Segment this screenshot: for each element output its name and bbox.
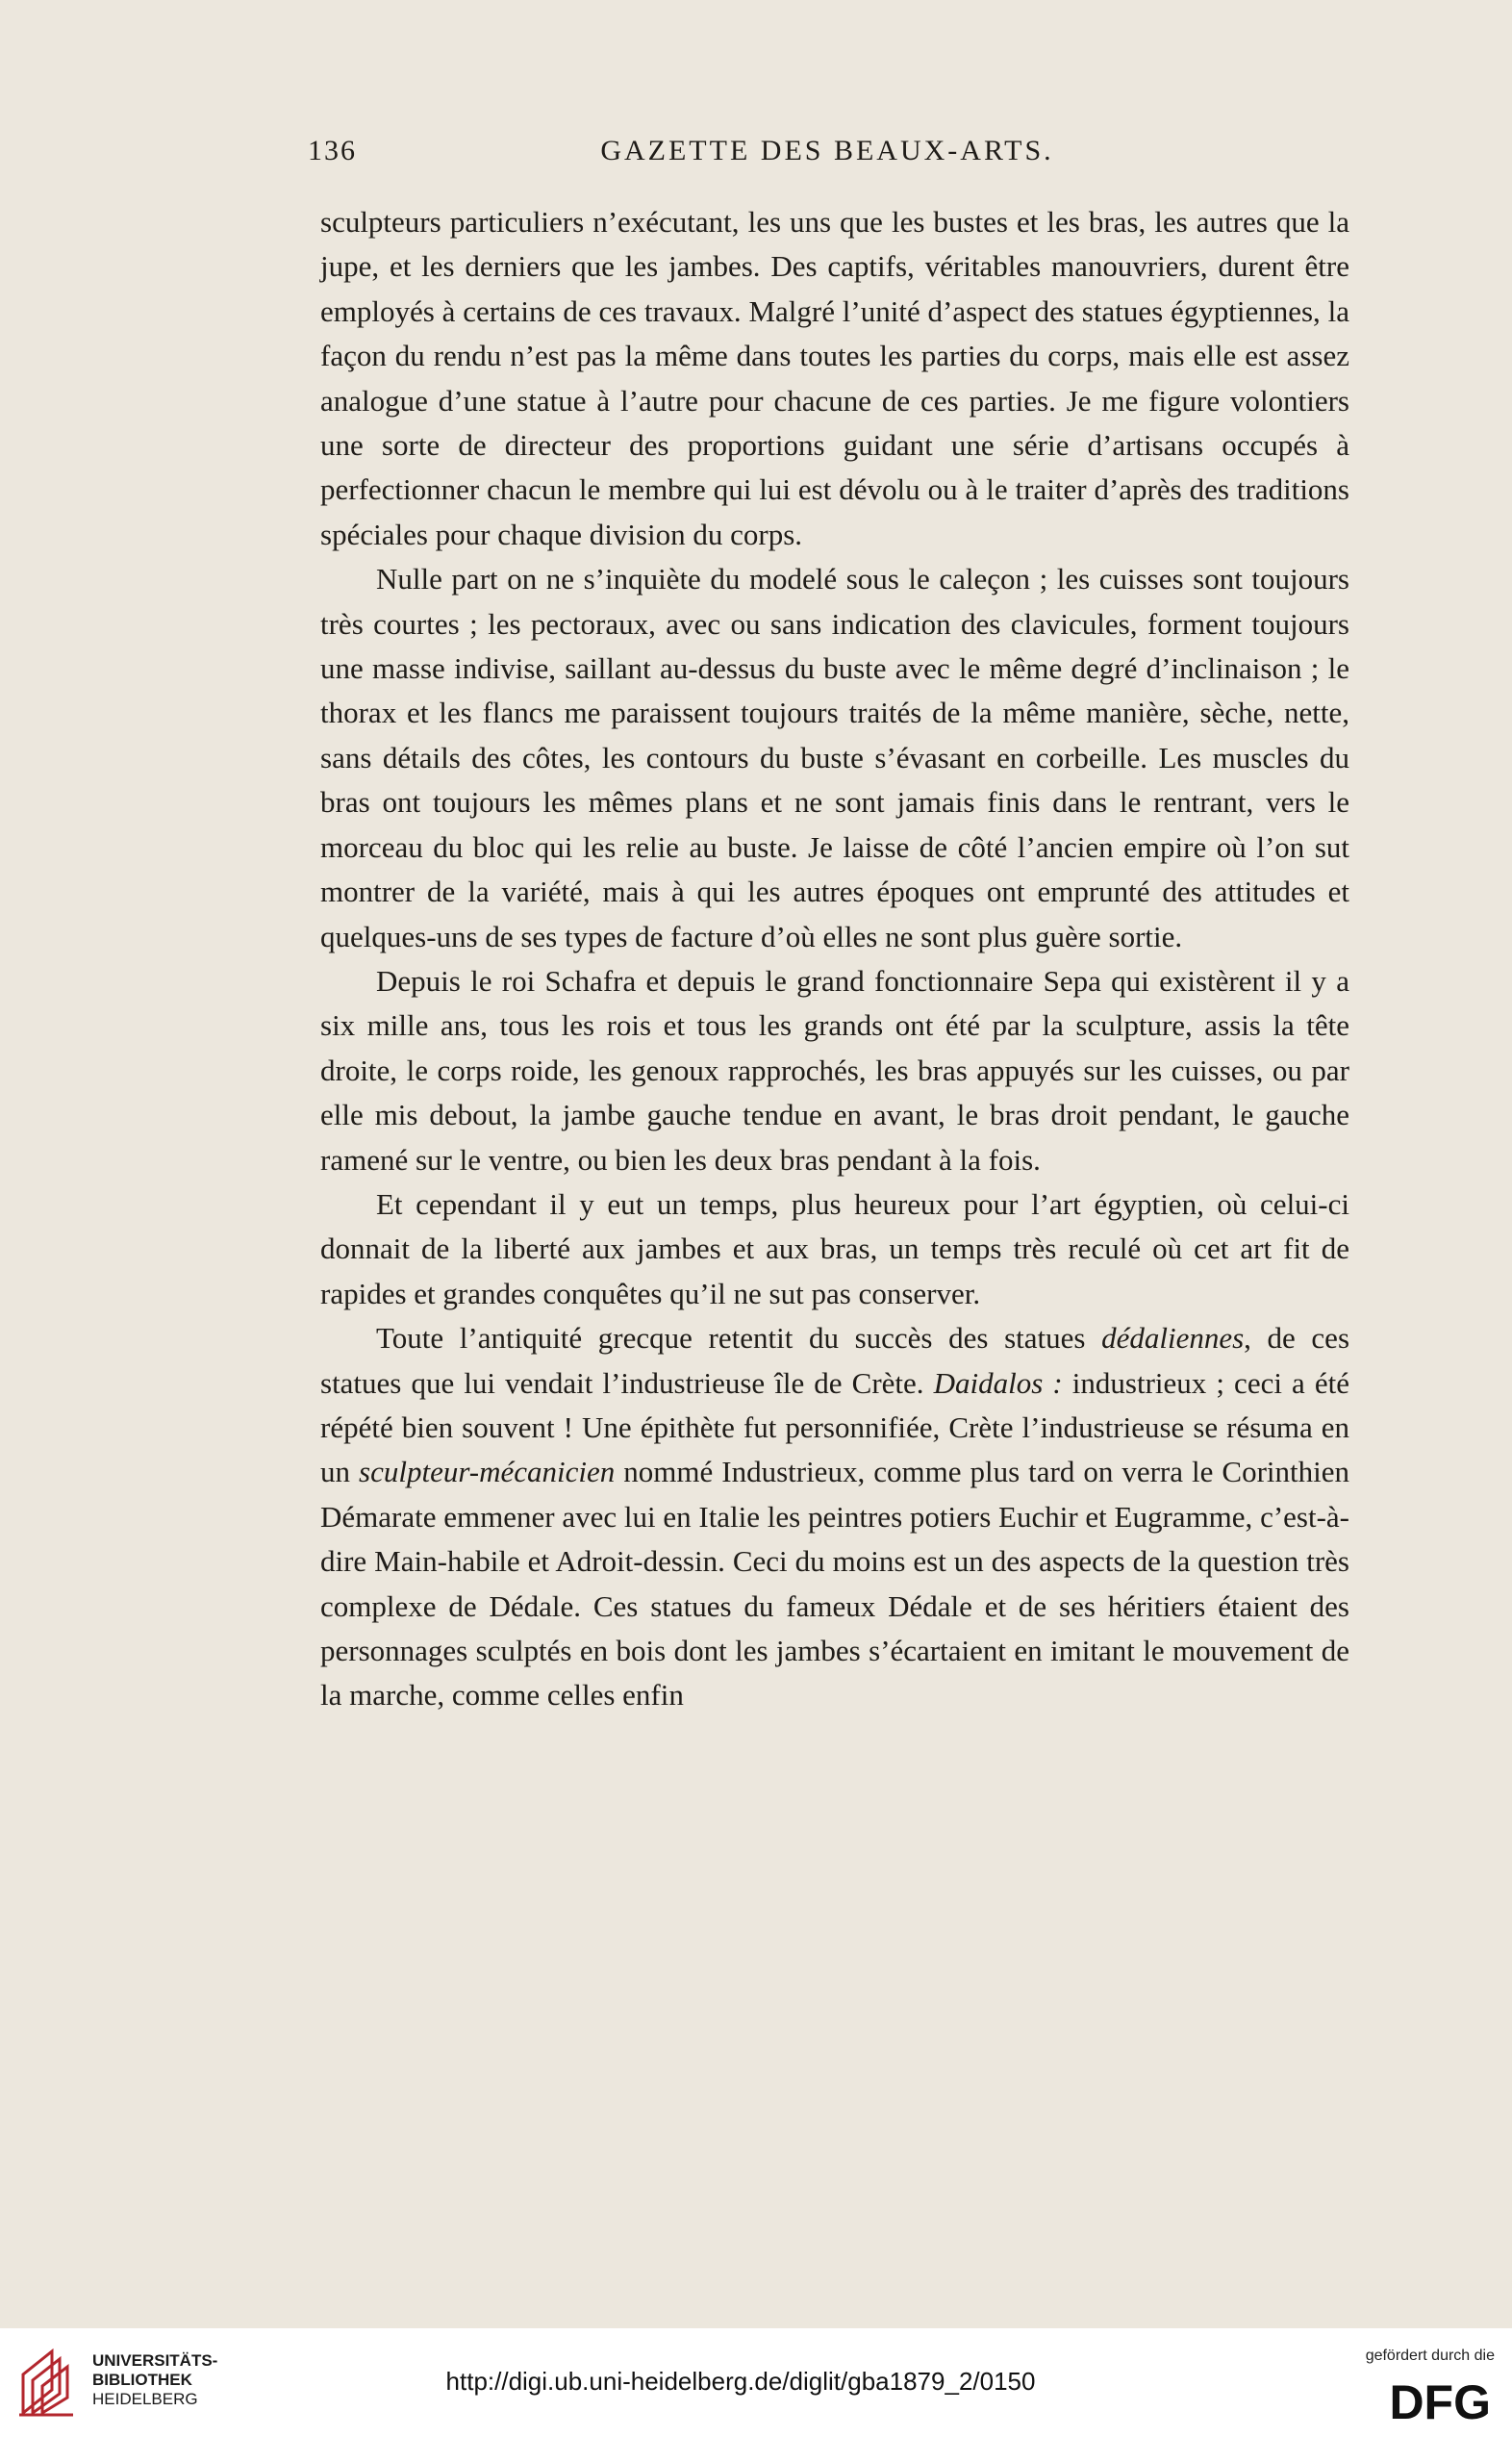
paragraph: [320, 959, 1349, 1182]
page-number: 136: [308, 135, 357, 166]
dfg-logo: [1348, 2376, 1493, 2424]
italic-text: Daidalos :: [933, 1365, 1063, 1400]
ub-heidelberg-logo-icon: [13, 2346, 88, 2421]
library-name-line-1: UNIVERSITÄTS-: [92, 2351, 218, 2370]
journal-title: GAZETTE DES BEAUX-ARTS.: [600, 135, 1054, 166]
text-run: Nulle part on ne s’inquiète du modelé sous le caleçon ; les cuisses sont toujours très courtes ; les pectoraux, avec ou sans indication des clavicules, forment toujours une masse indivise, saillant au-dessus du buste avec le même degré d’inclinaison ; le thorax et les flancs me paraissent toujours traités de la même manière, sèche, nette, sans détails des côtes, les contours du buste s’évasant en corbeille. Les muscles du bras ont toujours les mêmes plans et ne sont jamais finis dans le rentrant, vers le morceau du bloc qui les relie au buste. Je laisse de côté l’ancien empire où l’on sut montrer de la variété, mais à qui les autres époques ont emprunté des attitudes et quelques-uns de ses types de facture d’où elles ne sont plus guère sortie.: [320, 562, 1349, 953]
paragraph: [320, 200, 1349, 557]
paragraph: [320, 1316, 1349, 1718]
text-run: Toute l’antiquité grecque retentit du succès des statues: [376, 1321, 1102, 1356]
text-run: Depuis le roi Schafra et depuis le grand fonctionnaire Sepa qui existèrent il y a six mille ans, tous les rois et tous les grands ont été par la sculpture, assis la tête droite, le corps roide, les genoux rapprochés, les bras appuyés sur les cuisses, ou par elle mis debout, la jambe gauche tendue en avant, le bras droit pendant, le gauche ramené sur le ventre, ou bien les deux bras pendant à la fois.: [320, 963, 1349, 1177]
funded-by-label: gefördert durch die: [1365, 2348, 1495, 2364]
digitization-footer: [0, 2328, 1512, 2437]
text-run: Et cependant il y eut un temps, plus heureux pour l’art égyptien, où celui-ci donnait de la liberté aux jambes et aux bras, un temps très reculé où cet art fit de rapides et grandes conquêtes qu’il ne sut pas conserver.: [320, 1186, 1349, 1310]
text-run: industrieux ; ceci a été répété bien souvent ! Une épithète fut personnifiée, Crète l’industrieuse se résuma en un: [320, 1365, 1349, 1489]
text-run: nommé Industrieux, comme plus tard on verra le Corinthien Démarate emmener avec lui en Italie les peintres potiers Euchir et Eugramme, c’est-à-dire Main-habile et Adroit-dessin. Ceci du moins est un des aspects de la question très complexe de Dédale. Ces statues du fameux Dédale et de ses héritiers étaient des personnages sculptés en bois dont les jambes s’écartaient en imitant le mouvement de la marche, comme celles enfin: [320, 1455, 1350, 1713]
library-name-line-3: HEIDELBERG: [92, 2390, 198, 2408]
italic-text: sculpteur-mécanicien: [359, 1455, 616, 1489]
paragraph: [320, 557, 1349, 959]
source-url-link[interactable]: http://digi.ub.uni-heidelberg.de/diglit/gba1879_2/0150: [445, 2367, 1036, 2396]
text-run: , de ces statues que lui vendait l’industrieuse île de Crète.: [320, 1321, 1350, 1400]
body-text: [320, 200, 1349, 1718]
library-name-line-2: BIBLIOTHEK: [92, 2371, 192, 2389]
text-run: sculpteurs particuliers n’exécutant, les uns que les bustes et les bras, les autres que la jupe, et les derniers que les jambes. Des captifs, véritables manouvriers, durent être employés à certains de ces travaux. Malgré l’unité d’aspect des statues égyptiennes, la façon du rendu n’est pas la même dans toutes les parties du corps, mais elle est assez analogue d’une statue à l’autre pour chacune de ces parties. Je me figure volontiers une sorte de directeur des proportions guidant une série d’artisans occupés à perfectionner chacun le membre qui lui est dévolu ou à le traiter d’après des traditions spéciales pour chaque division du corps.: [320, 205, 1349, 551]
library-name: [92, 2351, 217, 2409]
dfg-logo-text: DFG: [1389, 2376, 1491, 2424]
running-head: [308, 135, 1347, 183]
paragraph: [320, 1182, 1349, 1316]
italic-text: dédaliennes: [1101, 1321, 1245, 1356]
